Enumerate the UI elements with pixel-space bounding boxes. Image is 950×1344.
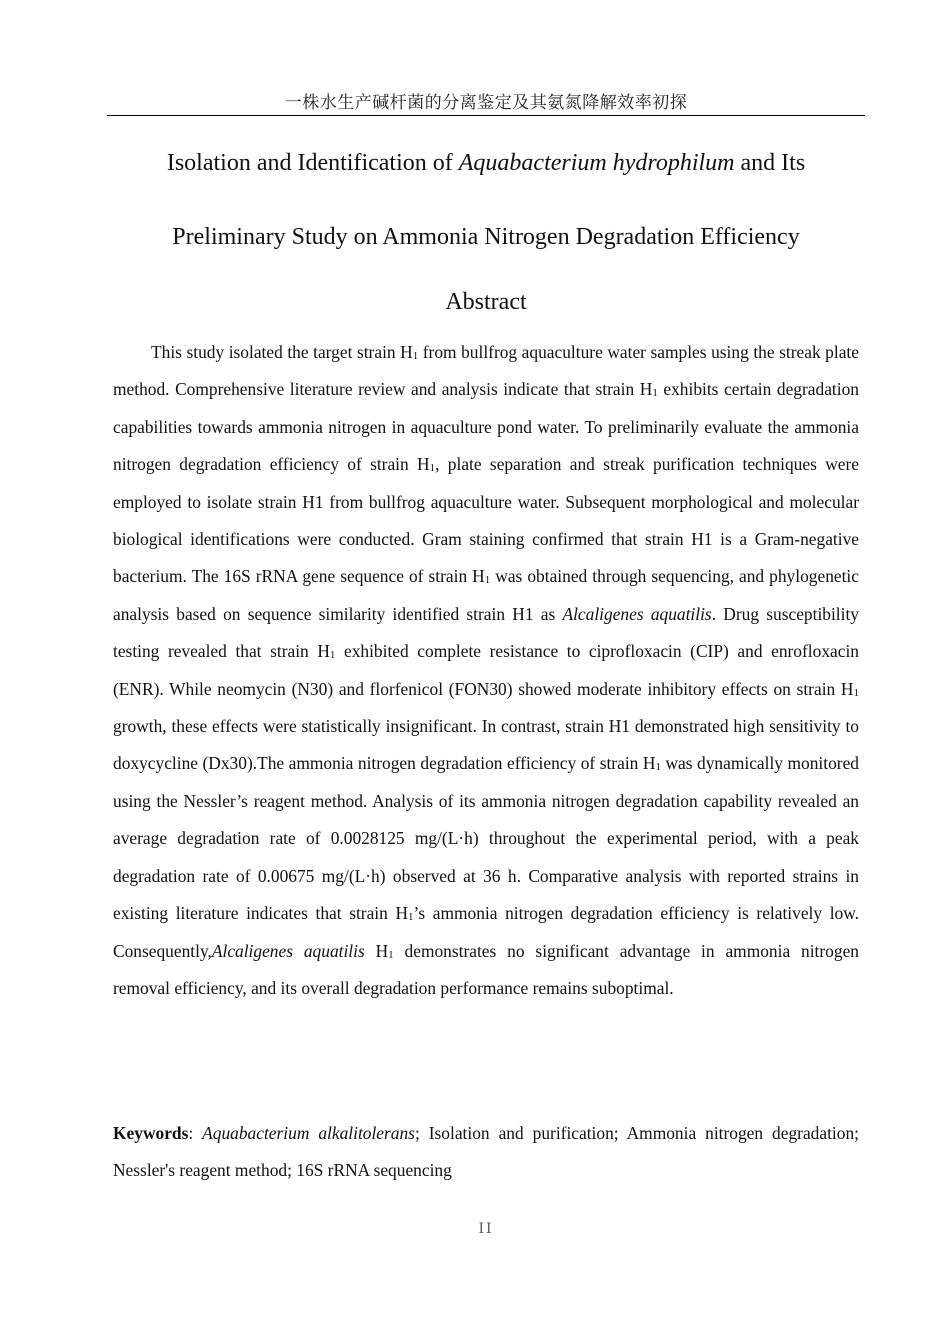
subscript: 1: [853, 686, 859, 699]
subscript: 1: [329, 649, 336, 662]
title-text-a: Isolation and Identification of: [166, 150, 459, 176]
abstract-text: was obtained through sequencing, and phylogenetic analysis based on sequence similarity identified strain H1 as: [113, 566, 859, 624]
abstract-text: was dynamically monitored using the Nessler’s reagent method. Analysis of its ammonia nitrogen degradation capability revealed an average degradation rate of 0.0028125 mg/(L·h) throughout the experimental period, with a peak degradation rate of 0.00675 mg/(L·h) observed at 36 h. Comparative analysis with reported strains in existing literature indicates that strain H: [113, 753, 859, 924]
title-line-1: [107, 148, 865, 178]
species-name: Alcaligenes aquatilis: [211, 940, 365, 961]
keywords: [113, 1115, 859, 1190]
subscript: 1: [388, 948, 394, 961]
abstract-text: growth, these effects were statistically insignificant. In contrast, strain H1 demonstrated high sensitivity to doxycycline (Dx30).The ammonia nitrogen degradation efficiency of strain H: [113, 716, 859, 774]
title-text-b: and Its: [734, 150, 806, 176]
subscript: 1: [429, 462, 436, 475]
species-name: Alcaligenes aquatilis: [562, 603, 712, 624]
abstract-body: [113, 334, 859, 1007]
subscript: 1: [412, 350, 419, 362]
abstract-text: ’s ammonia nitrogen degradation efficiency is relatively low. Consequently,: [113, 903, 859, 961]
subscript: 1: [484, 574, 491, 587]
title-line-2: Preliminary Study on Ammonia Nitrogen Degradation Efficiency: [172, 224, 800, 250]
subscript: 1: [652, 387, 658, 400]
abstract-text: This study isolated the target strain H: [151, 342, 413, 362]
subscript: 1: [655, 761, 661, 774]
abstract-text: , plate separation and streak purification techniques were employed to isolate strain H1 from bullfrog aquaculture water. Subsequent morphological and molecular biological identifications were conducted. Gram staining confirmed that strain H1 is a Gram-negative bacterium. The 16S rRNA gene sequence of strain H: [113, 454, 859, 587]
keywords-colon: :: [188, 1123, 203, 1143]
title-species-name: Aquabacterium hydrophilum: [458, 150, 735, 176]
keywords-label: Keywords: [113, 1123, 189, 1143]
keywords-list: ; Isolation and purification; Ammonia nitrogen degradation; Nessler's reagent method; 16S rRNA sequencing: [113, 1123, 859, 1181]
abstract-text: from bullfrog aquaculture water samples using the streak plate method. Comprehensive literature review and analysis indicate that strain H: [113, 342, 859, 400]
running-header: 一株水生产碱杆菌的分离鉴定及其氨氮降解效率初探: [284, 93, 688, 113]
subscript: 1: [408, 911, 414, 924]
abstract-text: . Drug susceptibility testing revealed that strain H: [113, 603, 859, 662]
header-rule: [107, 115, 865, 116]
page-number: II: [478, 1221, 494, 1237]
abstract-heading: Abstract: [445, 289, 527, 315]
abstract-text: exhibited complete resistance to ciprofloxacin (CIP) and enrofloxacin (ENR). While neomycin (N30) and florfenicol (FON30) showed moderate inhibitory effects on strain H: [113, 641, 859, 699]
abstract-text: exhibits certain degradation capabilities towards ammonia nitrogen in aquaculture pond water. To preliminarily evaluate the ammonia nitrogen degradation efficiency of strain H: [113, 379, 859, 475]
abstract-text: demonstrates no significant advantage in ammonia nitrogen removal efficiency, and its overall degradation performance remains suboptimal.: [113, 940, 859, 998]
abstract-text: H: [364, 940, 389, 961]
keywords-species: Aquabacterium alkalitolerans: [202, 1123, 415, 1143]
